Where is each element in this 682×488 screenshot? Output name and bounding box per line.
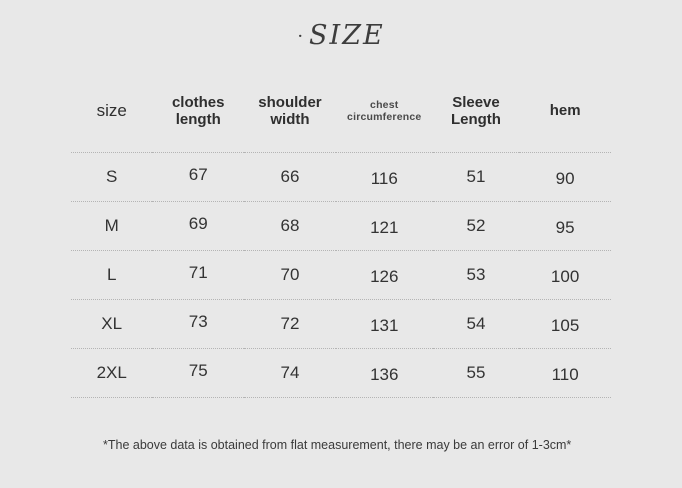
cell-hem: 100: [519, 253, 611, 302]
cell-shoulder-width: 70: [244, 251, 336, 300]
cell-chest-circumference: 131: [336, 302, 433, 351]
cell-size: L: [71, 251, 152, 300]
column-header-sleeve-length: Sleeve Length: [450, 93, 501, 128]
cell-clothes-length: 73: [152, 298, 244, 347]
cell-chest-circumference: 126: [336, 253, 433, 302]
title-row: [0, 0, 682, 62]
table-row: [71, 202, 611, 251]
table-row: [71, 300, 611, 349]
cell-hem: 95: [519, 204, 611, 253]
cell-size: 2XL: [71, 349, 152, 398]
cell-clothes-length: 69: [152, 200, 244, 249]
cell-size: S: [71, 153, 152, 202]
cell-chest-circumference: 121: [336, 204, 433, 253]
cell-shoulder-width: 72: [244, 300, 336, 349]
cell-size: XL: [71, 300, 152, 349]
measurement-footnote: *The above data is obtained from flat measurement, there may be an error of 1-3cm*: [103, 438, 572, 452]
title-bullet-icon: ·: [297, 26, 306, 47]
column-header-chest-circumference: chest circumference: [347, 98, 422, 123]
cell-hem: 105: [519, 302, 611, 351]
table-header: [71, 78, 611, 153]
cell-size: M: [71, 202, 152, 251]
table-row: [71, 349, 611, 398]
column-header-shoulder-width: shoulder width: [258, 93, 322, 128]
column-header-size: size: [96, 101, 127, 121]
cell-sleeve-length: 52: [433, 202, 520, 251]
cell-shoulder-width: 68: [244, 202, 336, 251]
cell-chest-circumference: 136: [336, 351, 433, 400]
cell-sleeve-length: 54: [433, 300, 520, 349]
cell-hem: 90: [519, 155, 611, 204]
column-header-clothes-length: clothes length: [171, 93, 225, 128]
cell-clothes-length: 75: [152, 347, 244, 396]
cell-sleeve-length: 51: [433, 153, 520, 202]
page-title: [297, 20, 384, 51]
cell-clothes-length: 67: [152, 151, 244, 200]
table-body: [71, 153, 611, 398]
table-header-row: [71, 78, 611, 153]
size-table: [71, 78, 611, 398]
cell-sleeve-length: 55: [433, 349, 520, 398]
table-row: [71, 251, 611, 300]
column-header-hem: hem: [549, 102, 581, 120]
cell-sleeve-length: 53: [433, 251, 520, 300]
cell-chest-circumference: 116: [336, 155, 433, 204]
title-text: SIZE: [309, 20, 385, 51]
cell-hem: 110: [519, 351, 611, 400]
cell-clothes-length: 71: [152, 249, 244, 298]
table-row: [71, 153, 611, 202]
cell-shoulder-width: 66: [244, 153, 336, 202]
cell-shoulder-width: 74: [244, 349, 336, 398]
